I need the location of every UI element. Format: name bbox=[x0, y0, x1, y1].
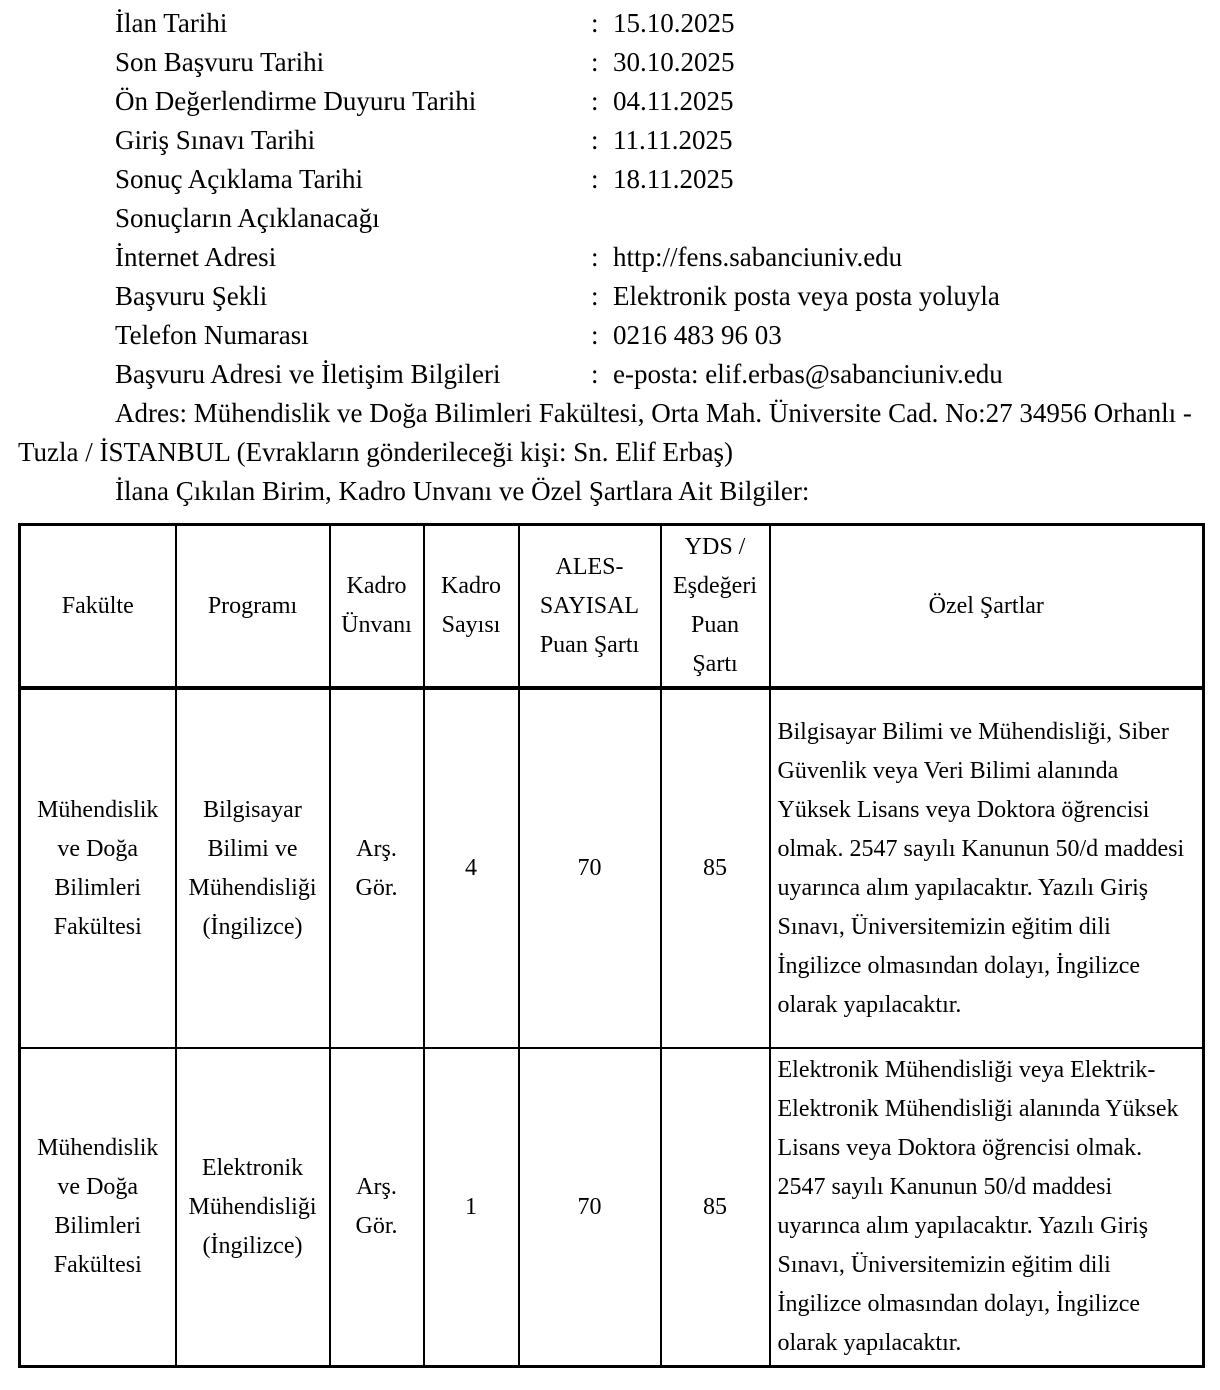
cell-ozel-sartlar: Bilgisayar Bilimi ve Mühendisliği, Siber Güvenlik veya Veri Bilimi alanında Yüksek Lisans veya Doktora öğrencisi olmak. 2547 sayılı Kanunun 50/d maddesi uyarınca alım yapılacaktır. Yazılı Giriş Sınavı, Üniversitemizin eğitim dili İngilizce olmasından dolayı, İngilizce olarak yapılacaktır. bbox=[770, 688, 1204, 1048]
info-section bbox=[18, 4, 1206, 394]
cell-fakulte: Mühendislik ve Doğa Bilimleri Fakültesi bbox=[20, 1048, 176, 1367]
colon-separator bbox=[591, 199, 613, 238]
info-label: İlan Tarihi bbox=[115, 8, 228, 38]
colon-separator: : bbox=[591, 320, 599, 350]
cell-programi: Bilgisayar Bilimi ve Mühendisliği (İngilizce) bbox=[176, 688, 330, 1048]
column-header-programi: Programı bbox=[176, 525, 330, 689]
column-header-kadro-sayisi: Kadro Sayısı bbox=[424, 525, 519, 689]
info-label: Başvuru Şekli bbox=[115, 281, 268, 311]
cell-kadro-unvani: Arş. Gör. bbox=[330, 688, 424, 1048]
column-header-ozel-sartlar: Özel Şartlar bbox=[770, 525, 1204, 689]
info-label: Sonuç Açıklama Tarihi bbox=[115, 164, 364, 194]
colon-separator: : bbox=[591, 125, 599, 155]
info-label: Sonuçların Açıklanacağı bbox=[115, 203, 380, 233]
column-header-yds-puan-sarti: YDS / Eşdeğeri Puan Şartı bbox=[661, 525, 770, 689]
colon-separator: : bbox=[591, 86, 599, 116]
colon-separator: : bbox=[591, 164, 599, 194]
info-value bbox=[613, 199, 1206, 238]
column-header-fakulte: Fakülte bbox=[20, 525, 176, 689]
cell-ozel-sartlar: Elektronik Mühendisliği veya Elektrik-Elektronik Mühendisliği alanında Yüksek Lisans veya Doktora öğrencisi olmak. 2547 sayılı Kanunun 50/d maddesi uyarınca alım yapılacaktır. Yazılı Giriş Sınavı, Üniversitemizin eğitim dili İngilizce olmasından dolayı, İngilizce olarak yapılacaktır. bbox=[770, 1048, 1204, 1367]
info-row-ilan-tarihi bbox=[18, 4, 1206, 43]
info-label: Son Başvuru Tarihi bbox=[115, 47, 325, 77]
info-value: 04.11.2025 bbox=[613, 86, 734, 116]
info-row-basvuru-adresi bbox=[18, 355, 1206, 394]
colon-separator: : bbox=[591, 47, 599, 77]
section-heading: İlana Çıkılan Birim, Kadro Unvanı ve Özel Şartlara Ait Bilgiler: bbox=[115, 476, 810, 506]
info-row-son-basvuru-tarihi bbox=[18, 43, 1206, 82]
positions-table bbox=[18, 523, 1205, 1368]
info-row-sonuclarin-aciklanacagi bbox=[18, 199, 1206, 238]
cell-fakulte: Mühendislik ve Doğa Bilimleri Fakültesi bbox=[20, 688, 176, 1048]
info-value-url: http://fens.sabanciuniv.edu bbox=[613, 242, 903, 272]
column-header-ales-puan-sarti: ALES-SAYISAL Puan Şartı bbox=[519, 525, 661, 689]
info-value: Elektronik posta veya posta yoluyla bbox=[613, 281, 1000, 311]
info-value: 15.10.2025 bbox=[613, 8, 735, 38]
info-row-on-degerlendirme-tarihi bbox=[18, 82, 1206, 121]
info-row-basvuru-sekli bbox=[18, 277, 1206, 316]
info-label: Giriş Sınavı Tarihi bbox=[115, 125, 316, 155]
colon-separator: : bbox=[591, 281, 599, 311]
table-row bbox=[20, 688, 1204, 1048]
colon-separator: : bbox=[591, 359, 599, 389]
cell-kadro-sayisi: 1 bbox=[424, 1048, 519, 1367]
colon-separator: : bbox=[591, 242, 599, 272]
table-row bbox=[20, 1048, 1204, 1367]
info-row-internet-adresi bbox=[18, 238, 1206, 277]
info-label: Ön Değerlendirme Duyuru Tarihi bbox=[115, 86, 477, 116]
info-row-sonuc-aciklama-tarihi bbox=[18, 160, 1206, 199]
cell-yds-puan: 85 bbox=[661, 1048, 770, 1367]
info-label: Başvuru Adresi ve İletişim Bilgileri bbox=[115, 359, 501, 389]
cell-ales-puan: 70 bbox=[519, 688, 661, 1048]
cell-yds-puan: 85 bbox=[661, 688, 770, 1048]
info-value: 11.11.2025 bbox=[613, 125, 733, 155]
address-paragraph: Adres: Mühendislik ve Doğa Bilimleri Fakültesi, Orta Mah. Üniversite Cad. No:27 34956 Orhanlı - Tuzla / İSTANBUL (Evrakların gönderileceği kişi: Sn. Elif Erbaş) bbox=[18, 398, 1192, 467]
info-value: 30.10.2025 bbox=[613, 47, 735, 77]
info-label: İnternet Adresi bbox=[115, 242, 277, 272]
info-label: Telefon Numarası bbox=[115, 320, 309, 350]
column-header-kadro-unvani: Kadro Ünvanı bbox=[330, 525, 424, 689]
cell-ales-puan: 70 bbox=[519, 1048, 661, 1367]
info-row-telefon-numarasi bbox=[18, 316, 1206, 355]
info-value: 18.11.2025 bbox=[613, 164, 734, 194]
table-header-row bbox=[20, 525, 1204, 689]
cell-kadro-sayisi: 4 bbox=[424, 688, 519, 1048]
info-value: 0216 483 96 03 bbox=[613, 320, 782, 350]
colon-separator: : bbox=[591, 8, 599, 38]
cell-kadro-unvani: Arş. Gör. bbox=[330, 1048, 424, 1367]
cell-programi: Elektronik Mühendisliği (İngilizce) bbox=[176, 1048, 330, 1367]
info-row-giris-sinavi-tarihi bbox=[18, 121, 1206, 160]
info-value-email: e-posta: elif.erbas@sabanciuniv.edu bbox=[613, 359, 1003, 389]
